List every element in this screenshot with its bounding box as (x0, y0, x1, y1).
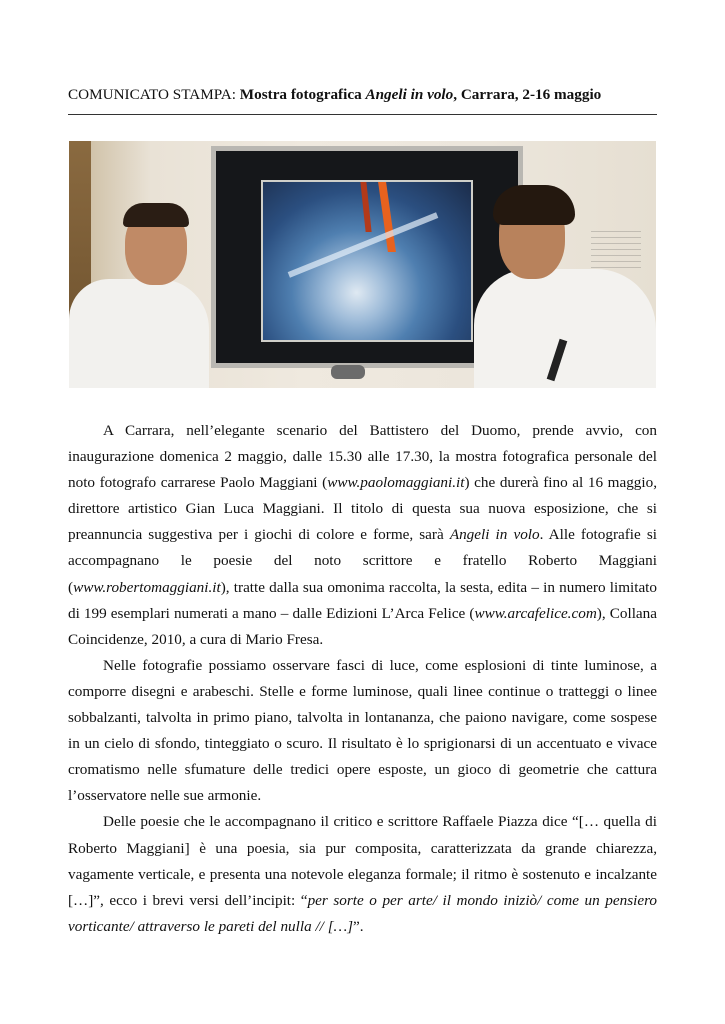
exhibition-title-inline: Angeli in volo (449, 526, 540, 544)
paragraph-2: Nelle fotografie possiamo osservare fasci di luce, come esplosioni di tinte luminose, a comporre disegni e arabeschi. Stelle e forme luminose, quali linee continue o tratteggi o linee sobbalzanti, talvolta in primo piano, talvolta in lontananza, che paiono navigare, come sospese in un cielo di sfondo, tinteggiato o scuro. Il risultato è lo sprigionarsi di un accentuato e vivace cromatismo nelle sfumature delle tredici opere esposte, un gioco di geometrie che cattura l’osservatore nelle sue armonie. (68, 656, 657, 805)
website-link-arcafelice: www.arcafelice.com (474, 604, 597, 622)
photo-lamp (331, 365, 365, 379)
exhibition-photo (69, 141, 656, 388)
paragraph-3: Delle poesie che le accompagnano il critico e scrittore Raffaele Piazza dice “[… quella di Roberto Maggiani] è una poesia, sia pur composita, caratterizzata da grande chiarezza, vagamente verticale, e presenta una notevole eleganza formale; il ritmo è sostenuto e incalzante […]”, ecco i brevi versi dell’incipit: “per sorte o per arte/ il mondo iniziò/ come un pensiero vorticante/ attraverso le pareti del nulla // […]”. (68, 813, 658, 935)
photo-artwork (261, 180, 473, 342)
website-link-roberto: www.robertomaggiani.it (73, 578, 221, 596)
website-link-paolo: www.paolomaggiani.it (327, 474, 465, 492)
header-rule (68, 114, 657, 115)
paragraph-1: A Carrara, nell’elegante scenario del Battistero del Duomo, prende avvio, con inaugurazione domenica 2 maggio, dalle 15.30 alle 17.30, la mostra fotografica personale del noto fotografo carrarese Paolo Maggiani (www.paolomaggiani.it) che durerà fino al 16 maggio, direttore artistico Gian Luca Maggiani. Il titolo di questa sua nuova esposizione, che si preannuncia suggestiva per i giochi di colore e forme, sarà Angeli in volo. Alle fotografie si accompagnano le poesie del noto scrittore e fratello Roberto Maggiani (www.robertomaggiani.it), tratte dalla sua omonima raccolta, la sesta, edita – in numero limitato di 199 esemplari numerati a mano – dalle Edizioni L’Arca Felice (www.arcafelice.com), Collana Coincidenze, 2010, a cura di Mario Fresa. (68, 422, 657, 648)
document-header (68, 86, 657, 104)
header-prefix: COMUNICATO STAMPA: (68, 86, 240, 103)
photo-wall-text (591, 231, 641, 271)
header-title: Mostra fotografica Angeli in volo, Carrara, 2-16 maggio (239, 86, 602, 103)
body-text (68, 418, 657, 940)
poem-incipit: per sorte o per arte/ il mondo iniziò/ come un pensiero vorticante/ attraverso le pareti del nulla // […] (68, 891, 658, 935)
exhibition-title: Angeli in volo (365, 86, 454, 103)
